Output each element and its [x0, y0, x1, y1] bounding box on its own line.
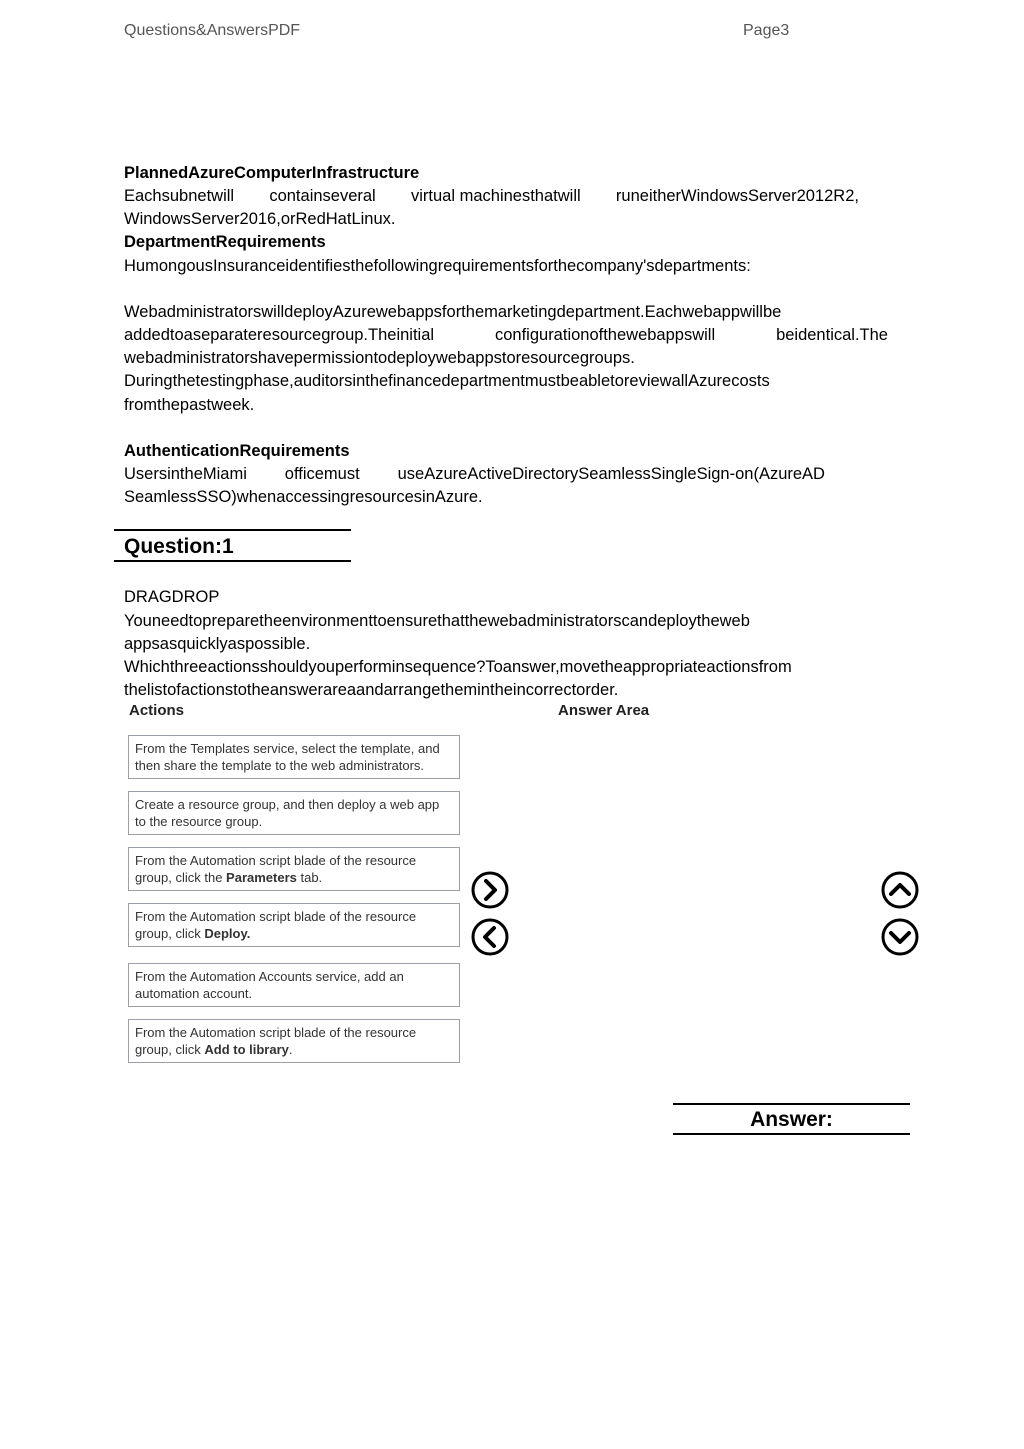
action-text: Create a resource group, and then deploy a web app to the resource group. — [135, 797, 440, 829]
answer-label: Answer: — [750, 1108, 833, 1131]
move-up-button[interactable] — [880, 870, 920, 910]
actions-title: Actions — [129, 702, 185, 719]
infra-line-1-seg: Eachsubnetwill — [124, 187, 235, 205]
answer-area-title: Answer Area — [558, 702, 650, 719]
action-item[interactable] — [128, 791, 460, 835]
action-item[interactable] — [128, 735, 460, 779]
dept-p1-line-1: Webadministratorswilldeploy​Azurewebappsforthemarketingdepartment.Eachwebappwillbe — [124, 303, 782, 321]
action-item[interactable] — [128, 1019, 460, 1063]
auth-line-1-seg: UsersintheMiami — [124, 465, 247, 483]
action-text: From the Automation script blade of the resource group, click — [135, 909, 417, 941]
question-line-1: Youneedtopreparetheenvironmenttoensurethatthewebadministratorscandeploytheweb — [124, 612, 750, 630]
action-item[interactable] — [128, 963, 460, 1007]
action-text-bold: Add to library — [204, 1042, 289, 1057]
action-text-bold: Parameters — [226, 870, 297, 885]
move-right-button[interactable] — [470, 870, 510, 910]
infra-line-1-seg: virtual machinesthatwill — [411, 187, 581, 205]
dept-p1-line-2-seg: beidentical.The — [776, 326, 888, 344]
question-line-3: Whichthreeactionsshouldyouperforminsequence?Toanswer,movetheappropriateactionsfrom — [124, 658, 792, 676]
auth-line-1 — [124, 463, 825, 486]
action-item[interactable] — [128, 847, 460, 891]
dept-p1-line-2-seg: addedtoaseparateresourcegroup.Theinitial — [124, 326, 435, 344]
action-text: From the Templates service, select the template, and then share the template to the web administrators. — [135, 741, 440, 773]
infra-line-1 — [124, 185, 859, 208]
question-type: DRAGDROP — [124, 588, 220, 606]
answer-top-rule — [673, 1103, 910, 1105]
answer-bottom-rule — [673, 1133, 910, 1135]
question-bottom-rule — [114, 560, 351, 562]
action-text-post: . — [288, 1042, 293, 1057]
action-text: From the Automation script blade of the resource group, click the — [135, 853, 417, 885]
action-text-bold: Deploy. — [204, 926, 251, 941]
dept-heading: DepartmentRequirements — [124, 233, 326, 251]
header-doc-title: Questions&AnswersPDF — [124, 22, 301, 39]
dept-intro: HumongousInsuranceidentifiesthefollowingrequirementsforthecompany'sdepartments: — [124, 257, 751, 275]
header-page-number: Page3 — [743, 22, 790, 39]
dept-p1-line-2-seg: configurationofthewebappswill — [494, 326, 716, 344]
infra-line-1-seg: runeitherWindowsServer2012R2, — [615, 187, 859, 205]
question-line-2: appsasquicklyaspossible. — [124, 635, 311, 653]
infra-heading: PlannedAzureComputerInfrastructure — [124, 164, 420, 182]
auth-line-1-seg: officemust — [284, 465, 360, 483]
action-text-post: tab. — [296, 870, 323, 885]
move-down-button[interactable] — [880, 917, 920, 957]
question-title: Question:1 — [124, 535, 234, 558]
question-line-4: thelistofactionstotheanswerareaandarrangethemintheincorrectorder. — [124, 681, 619, 699]
infra-line-1-seg: containseveral — [269, 187, 376, 205]
question-top-rule — [114, 529, 351, 531]
dept-p1-line-3: webadministratorshavepermissiontodeploywebappstoresourcegroups. — [124, 349, 635, 367]
dept-p2-line-2: fromthepastweek. — [124, 396, 255, 414]
action-text: From the Automation Accounts service, add an automation account. — [135, 969, 404, 1001]
action-item[interactable] — [128, 903, 460, 947]
dept-p2-line-1: Duringthetestingphase,auditorsinthefinancedepartmentmustbeabletoreviewallAzurecosts — [124, 372, 770, 390]
dept-p1-line-2 — [124, 324, 888, 347]
infra-line-2: WindowsServer2016,orRedHatLinux. — [124, 210, 396, 228]
auth-line-1-seg: useAzureActiveDirectorySeamlessSingleSign-on(AzureAD — [397, 465, 825, 483]
auth-heading: AuthenticationRequirements — [124, 442, 350, 460]
move-left-button[interactable] — [470, 917, 510, 957]
auth-line-2: SeamlessSSO)whenaccessingresourcesinAzure. — [124, 488, 483, 506]
action-text: From the Automation script blade of the resource group, click — [135, 1025, 417, 1057]
